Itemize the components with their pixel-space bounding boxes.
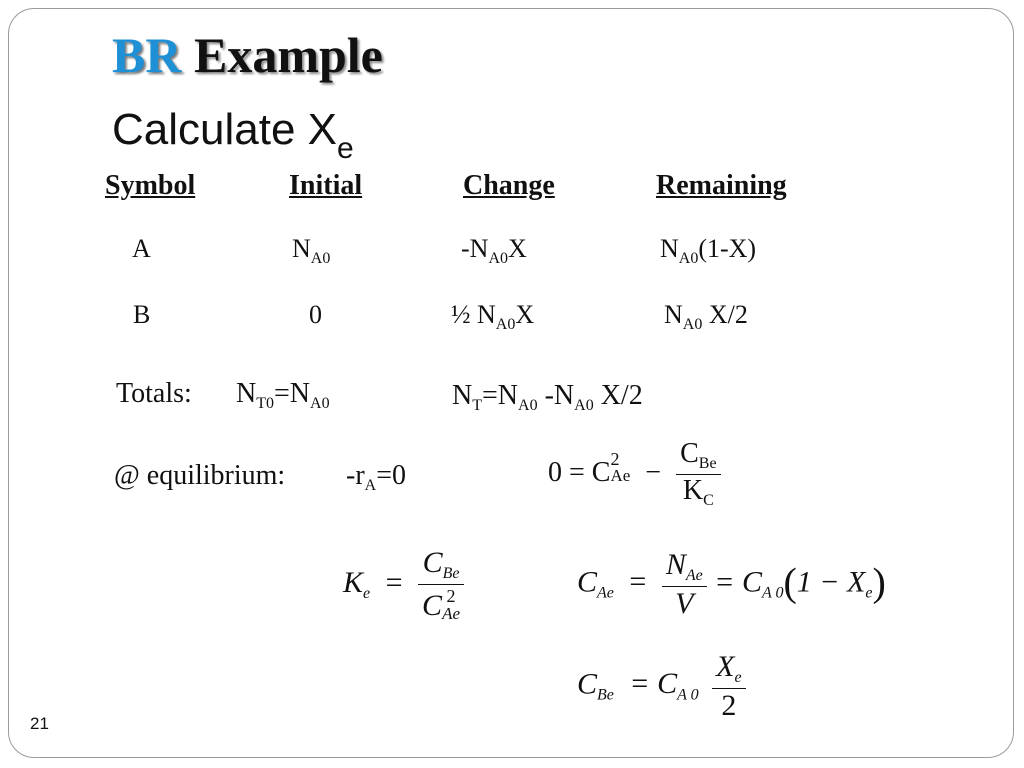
title-example: Example (193, 27, 383, 83)
slide-title (112, 27, 383, 83)
totals-initial: $N_{T0}=N_{A0}$ (236, 378, 330, 412)
slide-subtitle (112, 105, 354, 165)
header-initial: Initial (289, 170, 363, 201)
fraction-cbe-cae2: $C_{Be}$ C 2 Ae (418, 548, 464, 622)
totals-label: Totals: (116, 378, 192, 409)
page-number: 21 (30, 714, 49, 733)
header-symbol: Symbol (105, 170, 196, 201)
fraction-nae-v: $\frac{N_{Ae}}{V}$ (662, 550, 707, 619)
row-b-initial: 0 (309, 300, 322, 329)
equation-ke: $K_e$ = $C_{Be}$ C 2 Ae (343, 548, 464, 622)
fraction-xe-2: $\frac{X_e}{2}$ (712, 652, 745, 721)
row-b-change: ½ $N_{A0}X$ (451, 300, 535, 333)
header-remaining: Remaining (656, 170, 787, 201)
title-br: BR (112, 27, 182, 83)
subtitle-sub: e (337, 132, 354, 165)
subtitle-main: Calculate X (112, 105, 338, 154)
header-change: Change (463, 170, 555, 201)
equilibrium-rate: $-r_A=0$ (346, 460, 407, 494)
equation-cbe: $C_{Be} = C_{A 0}$ $\frac{X_e}{2}$ (577, 652, 746, 721)
totals-final: $N_T=N_{A0}$ $-N_{A0}$ X/2 (452, 380, 643, 414)
equation-equilibrium: 0 = C 2 Ae − $\frac{C_{Be}}{K_C}$ (548, 440, 721, 509)
equilibrium-label: @ equilibrium: (114, 460, 286, 491)
fraction-cbe-kc: $\frac{C_{Be}}{K_C}$ (676, 440, 720, 509)
row-a-initial: $N_{A0}$ (292, 234, 331, 267)
row-b-symbol: B (133, 300, 151, 329)
row-b-remaining: $N_{A0}$ X/2 (664, 300, 748, 333)
row-a-symbol: A (132, 234, 151, 263)
equation-cae: $C_{Ae}$ = $\frac{N_{Ae}}{V}$ = $C_{A 0}(1 - X_e)$ (577, 548, 886, 620)
row-a-remaining: $N_{A0}(1-X)$ (660, 234, 757, 267)
row-a-change: $-N_{A0}X$ (461, 234, 527, 267)
